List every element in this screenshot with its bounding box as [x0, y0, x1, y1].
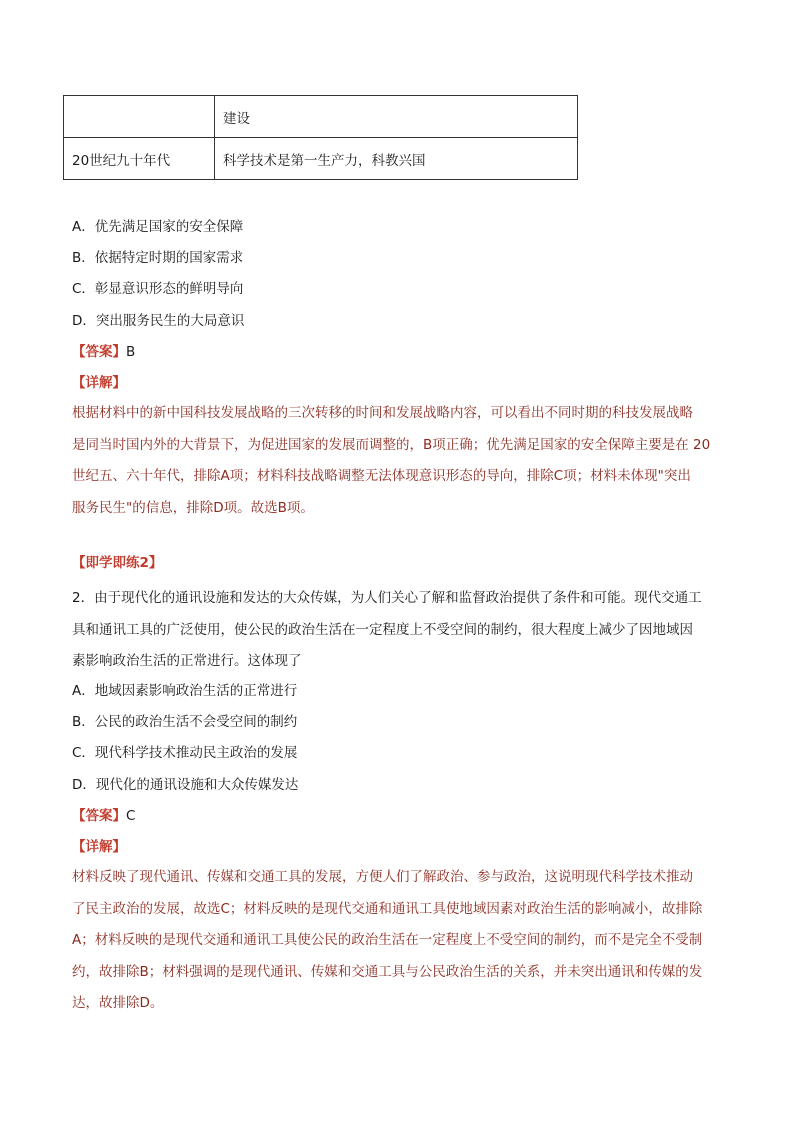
strategy-table	[63, 95, 578, 180]
q1-detail-text	[72, 398, 724, 524]
q1-option-b: B．依据特定时期的国家需求	[72, 250, 244, 266]
q1-detail-label: 【详解】	[72, 375, 126, 391]
q1-option-a: A．优先满足国家的安全保障	[72, 219, 244, 235]
q2-detail-text	[72, 862, 724, 1020]
table-row	[64, 138, 578, 180]
table-cell-strategy: 科学技术是第一生产力，科教兴国	[215, 138, 578, 180]
table-row	[64, 96, 578, 138]
answer-value: B	[126, 344, 136, 360]
detail-line: 是同当时国内外的大背景下，为促进国家的发展而调整的，B项正确；优先满足国家的安全保障主要是在 20	[72, 436, 711, 453]
q1-option-d: D．突出服务民生的大局意识	[72, 313, 245, 329]
table-cell-strategy: 建设	[215, 96, 578, 138]
detail-line: 约，故排除B；材料强调的是现代通讯、传媒和交通工具与公民政治生活的关系，并未突出通讯和传媒的发	[72, 963, 703, 980]
detail-line: 世纪五、六十年代，排除A项；材料科技战略调整无法体现意识形态的导向，排除C项；材料未体现"突出	[72, 468, 691, 484]
practice-heading: 【即学即练2】	[72, 555, 163, 571]
detail-line: A；材料反映的是现代交通和通讯工具使公民的政治生活在一定程度上不受空间的制约，而不是完全不受制	[72, 932, 703, 948]
answer-value: C	[126, 808, 136, 824]
q2-option-a: A．地域因素影响政治生活的正常进行	[72, 683, 298, 699]
q2-option-b: B．公民的政治生活不会受空间的制约	[72, 714, 298, 730]
detail-line: 材料反映了现代通讯、传媒和交通工具的发展，方便人们了解政治、参与政治，这说明现代科学技术推动	[72, 869, 693, 885]
q1-option-c: C．彰显意识形态的鲜明导向	[72, 281, 244, 297]
q2-option-c: C．现代科学技术推动民主政治的发展	[72, 745, 298, 761]
detail-line: 根据材料中的新中国科技发展战略的三次转移的时间和发展战略内容，可以看出不同时期的科技发展战略	[72, 405, 693, 421]
stem-line: 具和通讯工具的广泛使用，使公民的政治生活在一定程度上不受空间的制约，很大程度上减少了因地域因	[72, 621, 693, 638]
detail-line: 达，故排除D。	[72, 995, 164, 1011]
detail-line: 了民主政治的发展，故选C；材料反映的是现代交通和通讯工具使地域因素对政治生活的影响减小，故排除	[72, 900, 703, 917]
q2-detail-label: 【详解】	[72, 839, 126, 855]
stem-line: 2．由于现代化的通讯设施和发达的大众传媒，为人们关心了解和监督政治提供了条件和可能。现代交通工	[72, 590, 702, 606]
q2-answer	[72, 806, 135, 826]
q1-answer	[72, 342, 135, 362]
q2-option-d: D．现代化的通讯设施和大众传媒发达	[72, 777, 299, 793]
answer-label: 【答案】	[72, 344, 126, 360]
detail-line: 服务民生"的信息，排除D项。故选B项。	[72, 499, 314, 516]
q2-stem	[72, 583, 724, 678]
answer-label: 【答案】	[72, 808, 126, 824]
stem-line: 素影响政治生活的正常进行。这体现了	[72, 653, 302, 669]
table-cell-period	[64, 96, 215, 138]
table-cell-period: 20世纪九十年代	[64, 138, 215, 180]
